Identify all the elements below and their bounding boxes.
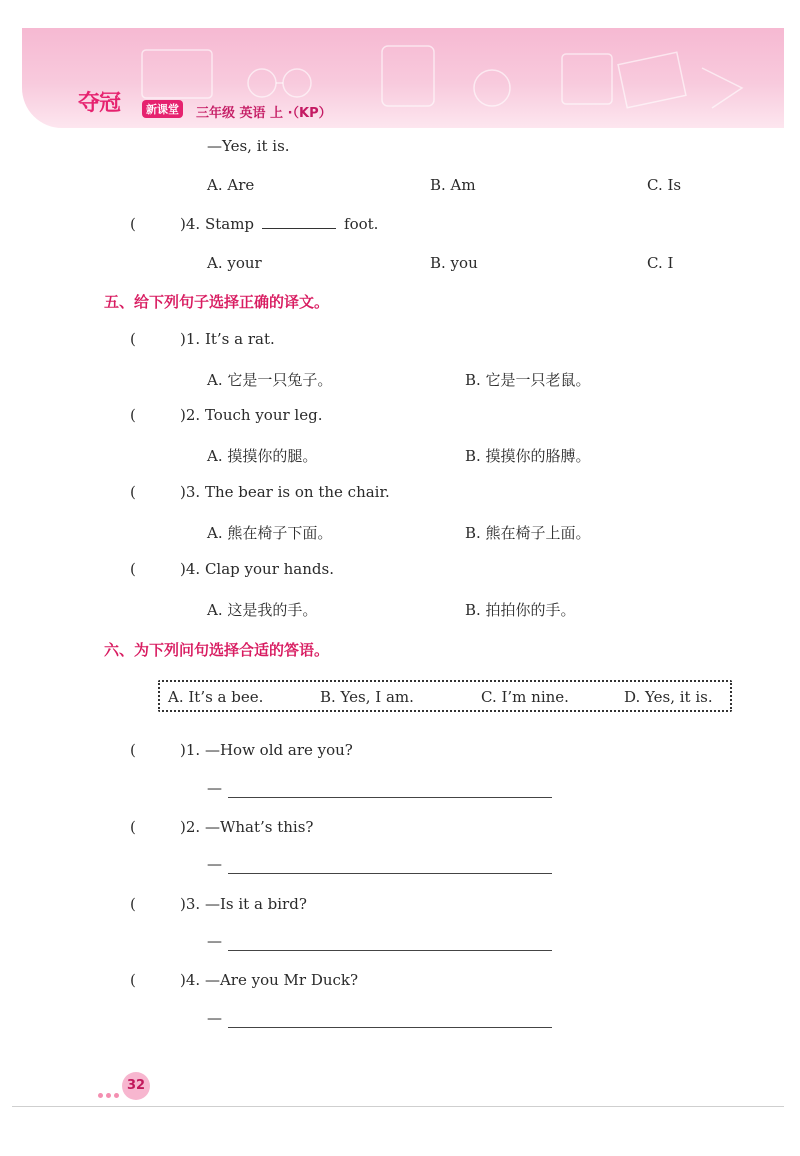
s6-option-c: C. I’m nine. bbox=[481, 688, 569, 706]
question-4 bbox=[180, 215, 378, 233]
s5-q2-option-a[interactable]: A. 摸摸你的腿。 bbox=[207, 447, 318, 465]
question-text: Stamp bbox=[204, 215, 255, 233]
s6-question-1: )1. —How old are you? bbox=[180, 741, 353, 759]
answer-paren-open[interactable]: ( bbox=[130, 406, 136, 424]
answer-paren-open[interactable]: ( bbox=[130, 560, 136, 578]
answer-paren-open[interactable]: ( bbox=[130, 971, 136, 989]
s6-option-a: A. It’s a bee. bbox=[168, 688, 264, 706]
s5-question-1: )1. It’s a rat. bbox=[180, 330, 275, 348]
q4-option-b[interactable]: B. you bbox=[430, 254, 478, 272]
prev-answer: —Yes, it is. bbox=[207, 137, 290, 155]
answer-paren-open[interactable]: ( bbox=[130, 483, 136, 501]
answer-line-1[interactable] bbox=[228, 797, 552, 798]
answer-paren-open[interactable]: ( bbox=[130, 818, 136, 836]
s6-option-d: D. Yes, it is. bbox=[624, 688, 713, 706]
page-number-dots bbox=[98, 1083, 122, 1102]
footer-divider bbox=[12, 1106, 784, 1107]
s6-question-4: )4. —Are you Mr Duck? bbox=[180, 971, 359, 989]
answer-line-4[interactable] bbox=[228, 1027, 552, 1028]
s6-option-b: B. Yes, I am. bbox=[320, 688, 414, 706]
answer-dash: — bbox=[207, 1009, 222, 1027]
q3-option-b[interactable]: B. Am bbox=[430, 176, 476, 194]
answer-dash: — bbox=[207, 932, 222, 950]
q4-option-c[interactable]: C. I bbox=[647, 254, 674, 272]
question-text: foot. bbox=[344, 215, 379, 233]
s5-q3-option-b[interactable]: B. 熊在椅子上面。 bbox=[465, 524, 591, 542]
section-5-title: 五、给下列句子选择正确的译文。 bbox=[104, 293, 330, 311]
s5-q2-option-b[interactable]: B. 摸摸你的胳膊。 bbox=[465, 447, 591, 465]
section-6-title: 六、为下列问句选择合适的答语。 bbox=[104, 641, 330, 659]
page-header-banner bbox=[22, 28, 784, 128]
q3-option-c[interactable]: C. Is bbox=[647, 176, 682, 194]
s5-q1-option-a[interactable]: A. 它是一只兔子。 bbox=[207, 371, 333, 389]
s5-question-3: )3. The bear is on the chair. bbox=[180, 483, 390, 501]
question-number: )4. bbox=[180, 215, 201, 233]
s5-question-2: )2. Touch your leg. bbox=[180, 406, 323, 424]
s6-question-3: )3. —Is it a bird? bbox=[180, 895, 307, 913]
q3-option-a[interactable]: A. Are bbox=[207, 176, 255, 194]
answer-paren-open[interactable]: ( bbox=[130, 330, 136, 348]
s6-question-2: )2. —What’s this? bbox=[180, 818, 314, 836]
answer-line-2[interactable] bbox=[228, 873, 552, 874]
s5-q4-option-a[interactable]: A. 这是我的手。 bbox=[207, 601, 318, 619]
answer-line-3[interactable] bbox=[228, 950, 552, 951]
brand-badge: 新课堂 bbox=[142, 100, 183, 118]
answer-paren-open[interactable]: ( bbox=[130, 741, 136, 759]
answer-paren-open[interactable]: ( bbox=[130, 895, 136, 913]
page-number: 32 bbox=[122, 1072, 150, 1100]
book-series-title: 三年级 英语 上 ·（KP） bbox=[196, 106, 332, 121]
answer-dash: — bbox=[207, 855, 222, 873]
s5-question-4: )4. Clap your hands. bbox=[180, 560, 334, 578]
fill-blank[interactable] bbox=[262, 228, 336, 229]
q4-option-a[interactable]: A. your bbox=[207, 254, 262, 272]
header-doodles bbox=[22, 28, 784, 128]
s5-q1-option-b[interactable]: B. 它是一只老鼠。 bbox=[465, 371, 591, 389]
answer-dash: — bbox=[207, 779, 222, 797]
s5-q3-option-a[interactable]: A. 熊在椅子下面。 bbox=[207, 524, 333, 542]
s5-q4-option-b[interactable]: B. 拍拍你的手。 bbox=[465, 601, 576, 619]
answer-paren-open[interactable]: ( bbox=[130, 215, 136, 233]
brand-logo: 夺冠 bbox=[78, 91, 121, 116]
